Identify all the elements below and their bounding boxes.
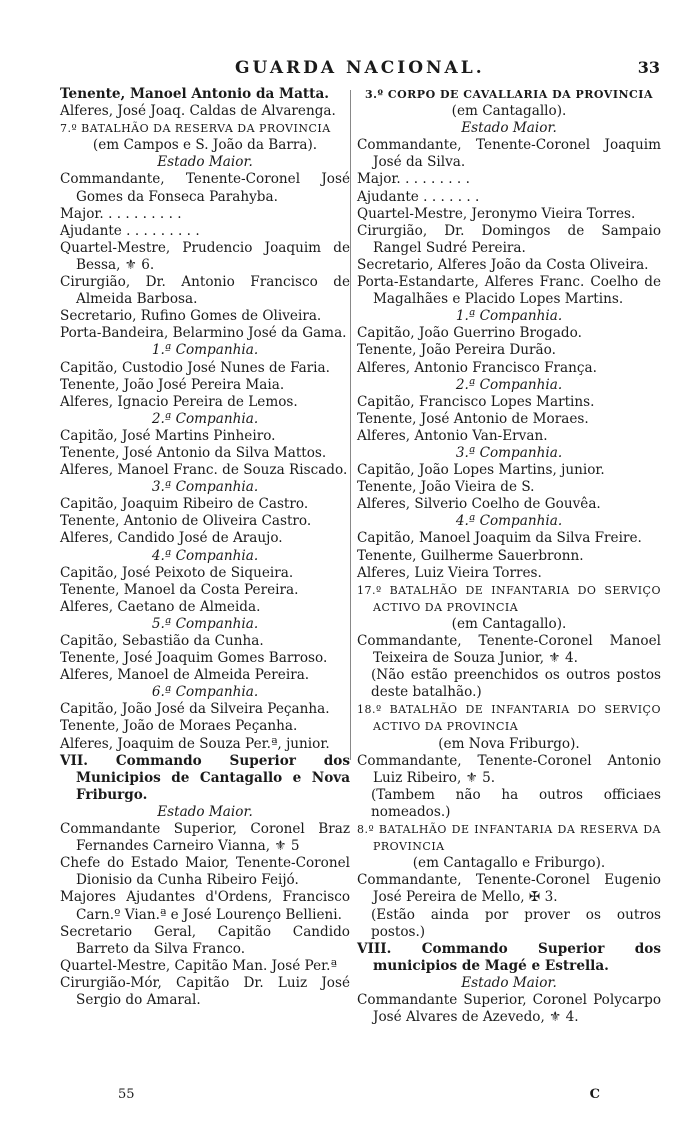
right-column-entry: 18.º BATALHÃO DE INFANTARIA DO SERVIÇO ACTIVO DA PROVINCIA	[357, 703, 661, 734]
left-column-entry: Tenente, Manoel Antonio da Matta.	[60, 86, 329, 102]
right-column-entry: Capitão, João Lopes Martins, junior.	[357, 462, 605, 479]
left-column-entry: Capitão, José Martins Pinheiro.	[60, 427, 276, 444]
left-column-entry: Estado Maior.	[157, 803, 253, 820]
left-column-entry: Cirurgião, Dr. Antonio Francisco de Almeida Barbosa.	[60, 274, 350, 308]
right-column-entry: 2.ª Companhia.	[455, 376, 563, 393]
left-column-entry: 6.ª Companhia.	[151, 684, 259, 701]
right-column-entry: Tenente, José Antonio de Moraes.	[357, 410, 589, 427]
left-column-entry: Capitão, Custodio José Nunes de Faria.	[60, 359, 330, 376]
right-column-entry: Estado Maior.	[461, 974, 557, 991]
right-column-entry: Commandante, Tenente-Coronel Manoel Teixeira de Souza Junior, ⚜ 4.	[357, 633, 661, 667]
left-column-entry: Tenente, João José Pereira Maia.	[60, 376, 285, 393]
right-column-entry: Ajudante . . . . . . .	[357, 188, 480, 205]
right-column-entry: Commandante, Tenente-Coronel Joaquim José da Silva.	[357, 137, 661, 171]
right-column-entry: Alferes, Silverio Coelho de Gouvêa.	[357, 496, 601, 513]
left-column-entry: Porta-Bandeira, Belarmino José da Gama.	[60, 325, 347, 342]
left-column-entry: Chefe do Estado Maior, Tenente-Coronel Dionisio da Cunha Ribeiro Feijó.	[60, 855, 350, 889]
left-column-entry: Capitão, Joaquim Ribeiro de Castro.	[60, 496, 309, 513]
left-column-entry: Tenente, Manoel da Costa Pereira.	[60, 581, 299, 598]
left-column-entry: VII. Commando Superior dos Municipios de Cantagallo e Nova Friburgo.	[60, 752, 350, 803]
left-column-entry: 2.ª Companhia.	[151, 410, 259, 427]
right-column-entry: Commandante Superior, Coronel Polycarpo José Alvares de Azevedo, ⚜ 4.	[357, 991, 661, 1026]
left-column-entry: Tenente, José Joaquim Gomes Barroso.	[60, 650, 328, 667]
right-column-entry: Commandante, Tenente-Coronel Eugenio José Pereira de Mello, ✠ 3.	[357, 872, 661, 906]
signature-mark: 55	[118, 1087, 135, 1102]
right-column-entry: 17.º BATALHÃO DE INFANTARIA DO SERVIÇO ACTIVO DA PROVINCIA	[357, 583, 661, 614]
right-column-entry: (em Cantagallo).	[451, 103, 567, 120]
left-column-entry: Alferes, José Joaq. Caldas de Alvarenga.	[60, 103, 336, 120]
gathering-mark: C	[589, 1087, 600, 1102]
left-column-entry: Tenente, João de Moraes Peçanha.	[60, 718, 298, 735]
left-column-entry: 7.º BATALHÃO DA RESERVA DA PROVINCIA	[60, 122, 331, 136]
left-column-entry: Tenente, José Antonio da Silva Mattos.	[60, 444, 327, 461]
left-column	[60, 86, 350, 1009]
right-column-entry: Major. . . . . . . . .	[357, 171, 470, 188]
left-column-entry: Tenente, Antonio de Oliveira Castro.	[60, 513, 312, 530]
left-column-entry: Alferes, Candido José de Araujo.	[60, 530, 283, 547]
right-column-entry: (em Cantagallo).	[451, 615, 567, 632]
left-column-entry: Alferes, Manoel de Almeida Pereira.	[60, 667, 310, 684]
left-column-entry: Alferes, Caetano de Almeida.	[60, 598, 261, 615]
right-column-entry: Capitão, Francisco Lopes Martins.	[357, 393, 595, 410]
left-column-entry: Commandante, Tenente-Coronel José Gomes da Fonseca Parahyba.	[60, 171, 350, 205]
left-column-entry: Commandante Superior, Coronel Braz Fernandes Carneiro Vianna, ⚜ 5	[60, 821, 350, 855]
right-column-entry: Tenente, João Vieira de S.	[357, 479, 535, 496]
left-column-entry: Estado Maior.	[157, 154, 253, 171]
right-column-entry: (Tambem não ha outros officiaes nomeados.)	[371, 786, 661, 820]
running-header	[60, 58, 660, 82]
right-column-entry: 4.ª Companhia.	[455, 513, 563, 530]
left-column-entry: Capitão, João José da Silveira Peçanha.	[60, 701, 330, 718]
left-column-entry: Alferes, Manoel Franc. de Souza Riscado.	[60, 462, 348, 479]
left-column-entry: Secretario, Rufino Gomes de Oliveira.	[60, 308, 322, 325]
left-column-entry: Capitão, Sebastião da Cunha.	[60, 633, 264, 649]
right-column-entry: 3.º CORPO DE CAVALLARIA DA PROVINCIA	[365, 88, 653, 101]
right-column-entry: (em Nova Friburgo).	[438, 735, 580, 752]
right-column-entry: Cirurgião, Dr. Domingos de Sampaio Rangel Sudré Pereira.	[357, 222, 661, 256]
left-column-entry: (em Campos e S. João da Barra).	[92, 137, 318, 154]
right-column-entry: Alferes, Antonio Francisco França.	[357, 359, 597, 376]
right-column-entry: 3.ª Companhia.	[455, 444, 563, 461]
right-column-entry: Alferes, Luiz Vieira Torres.	[357, 564, 542, 581]
right-column-entry: Capitão, Manoel Joaquim da Silva Freire.	[357, 530, 642, 547]
right-column-entry: (Estão ainda por prover os outros postos.)	[371, 906, 661, 940]
right-column-entry: (Não estão preenchidos os outros postos deste batalhão.)	[371, 667, 661, 701]
right-column-entry: VIII. Commando Superior dos municipios de Magé e Estrella.	[357, 940, 661, 974]
right-column-entry: (em Cantagallo e Friburgo).	[412, 855, 606, 872]
left-column-entry: Quartel-Mestre, Prudencio Joaquim de Bessa, ⚜ 6.	[60, 239, 350, 273]
right-column-entry: Quartel-Mestre, Jeronymo Vieira Torres.	[357, 205, 636, 222]
page-number: 33	[637, 58, 660, 77]
left-column-entry: 5.ª Companhia.	[151, 615, 259, 632]
right-column-entry: Capitão, João Guerrino Brogado.	[357, 325, 582, 342]
page-footer	[60, 1087, 660, 1107]
left-column-entry: Majores Ajudantes d'Ordens, Francisco Carn.º Vian.ª e José Lourenço Bellieni.	[60, 889, 350, 923]
left-column-entry: 1.ª Companhia.	[151, 342, 259, 359]
right-column-entry: Tenente, João Pereira Durão.	[357, 342, 556, 359]
left-column-entry: 3.ª Companhia.	[151, 479, 259, 496]
left-column-entry: Alferes, Joaquim de Souza Per.ª, junior.	[60, 735, 330, 752]
right-column	[357, 86, 661, 1026]
left-column-entry: Capitão, José Peixoto de Siqueira.	[60, 564, 294, 581]
left-column-entry: 4.ª Companhia.	[151, 547, 259, 564]
left-column-entry: Major. . . . . . . . . .	[60, 205, 182, 222]
left-column-entry: Secretario Geral, Capitão Candido Barreto da Silva Franco.	[60, 923, 350, 957]
right-column-entry: 8.º BATALHÃO DE INFANTARIA DA RESERVA DA PROVINCIA	[357, 823, 661, 854]
right-column-entry: Tenente, Guilherme Sauerbronn.	[357, 547, 584, 564]
left-column-entry: Alferes, Ignacio Pereira de Lemos.	[60, 393, 298, 410]
left-column-entry: Cirurgião-Mór, Capitão Dr. Luiz José Sergio do Amaral.	[60, 974, 350, 1008]
left-column-entry: Quartel-Mestre, Capitão Man. José Per.ª	[60, 957, 337, 974]
right-column-entry: 1.ª Companhia.	[455, 308, 563, 325]
right-column-entry: Secretario, Alferes João da Costa Oliveira.	[357, 256, 649, 273]
right-column-entry: Estado Maior.	[461, 120, 557, 137]
right-column-entry: Commandante, Tenente-Coronel Antonio Luiz Ribeiro, ⚜ 5.	[357, 752, 661, 786]
left-column-entry: Ajudante . . . . . . . . .	[60, 222, 200, 239]
right-column-entry: Alferes, Antonio Van-Ervan.	[357, 427, 548, 444]
right-column-entry: Porta-Estandarte, Alferes Franc. Coelho de Magalhães e Placido Lopes Martins.	[357, 274, 661, 308]
column-divider	[350, 90, 351, 760]
page-title: GUARDA NACIONAL.	[235, 58, 485, 78]
